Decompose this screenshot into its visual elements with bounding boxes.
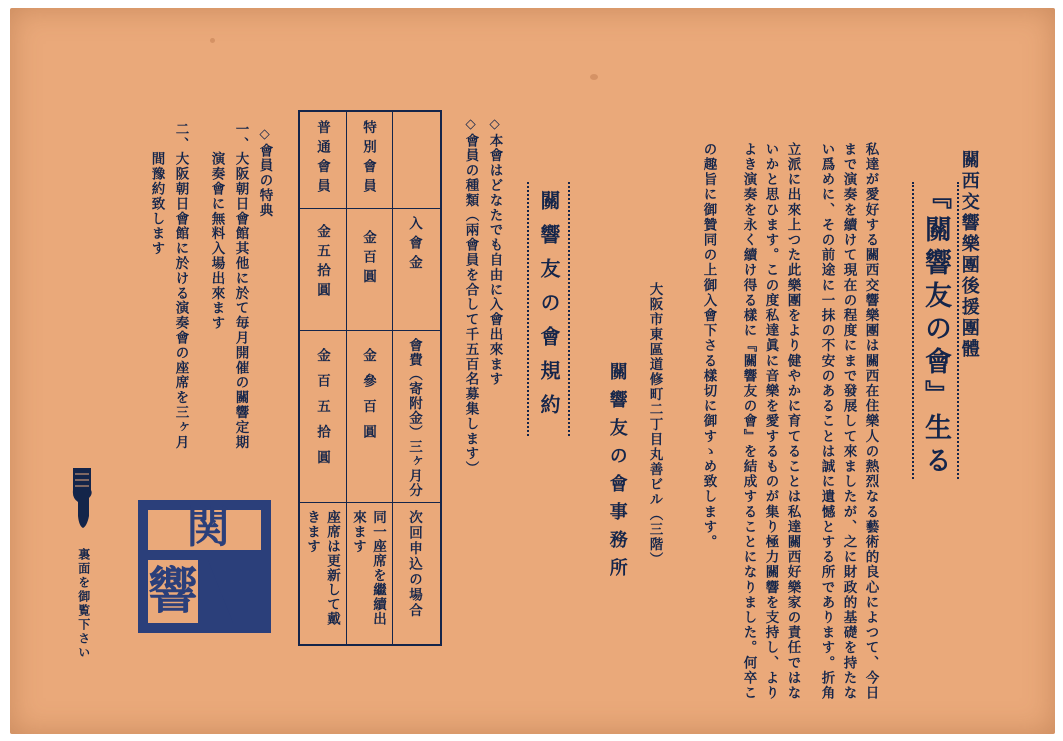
logo-char-top: 関 [186,502,230,553]
table-cell: 金五拾圓 [314,224,330,302]
table-cell: 座席は更新して戴きます [304,510,340,626]
pointing-hand-icon [70,466,94,532]
table-cell: 金參百圓 [360,348,376,450]
table-header: 入會金 [406,216,422,275]
table-divider [392,112,393,644]
table-cell: 普通會員 [314,120,330,198]
table-cell: 金百五拾圓 [314,348,330,476]
back-note: 裏面を御覧下さい [76,548,91,660]
table-header: 會費（寄附金）三ヶ月分 [406,338,422,498]
table-cell: 同一座席を繼續出來ます [350,510,386,626]
benefits-title: ◇會員の特典 [256,126,273,218]
body-line: いかと思ひます。この度私達眞に音樂を愛するものが集り極力關響を支持し、より [762,142,779,701]
table-divider [300,502,440,503]
body-line: 立派に出來上つた此樂團をより健やかに育てることは私達關西好樂家の責任ではな [784,142,801,701]
body-line: よき演奏を永く續け得る樣に『關響友の會』を結成することになりました。何卒こ [740,142,757,701]
rule-note: ◇會員の種類（兩會員を合して千五百名募集します） [462,116,479,477]
office-name: 關響友の會事務所 [606,362,628,586]
headline: 『關響友の會』生る [912,182,959,479]
benefit-item: 演奏會に無料入場出來ます [208,122,225,331]
rule-note: ◇本會はどなたでも自由に入會出來ます [486,116,503,387]
rules-title: 關響友の會規約 [527,182,570,436]
office-address: 大阪市東區道修町二丁目丸善ビル（三階） [646,282,663,567]
org-name: 關西交響樂團後援團體 [958,150,980,360]
body-line: い爲めに、その前途に一抹の不安のあることは誠に遺憾とする所であります。折角 [818,142,835,701]
benefit-item: 一、大阪朝日會館其他に於て毎月開催の關響定期 [232,122,249,450]
kankyo-logo [138,500,271,633]
body-line: 私達が愛好する關西交響樂團は關西在住樂人の熱烈なる藝術的良心によつて、今日 [862,142,879,701]
table-cell: 特別會員 [360,120,376,198]
benefit-item: 間豫約致します [148,122,165,257]
body-line: まで演奏を續けて現在の程度にまで發展して來ましたが、之に財政的基礎を持たな [840,142,857,701]
table-divider [346,112,347,644]
paper-stain [590,74,598,80]
table-header: 次回申込の場合 [406,510,422,619]
paper-stain [210,38,215,43]
logo-char-bottom: 響 [148,561,198,620]
benefit-item: 二、大阪朝日會館に於ける演奏會の座席を三ヶ月 [172,122,189,450]
membership-table [298,110,442,646]
table-cell: 金百圓 [360,230,376,289]
body-line: の趣旨に御贊同の上御入會下さる樣切に御すゝめ致します。 [700,142,717,550]
table-divider [300,208,440,209]
table-divider [300,330,440,331]
